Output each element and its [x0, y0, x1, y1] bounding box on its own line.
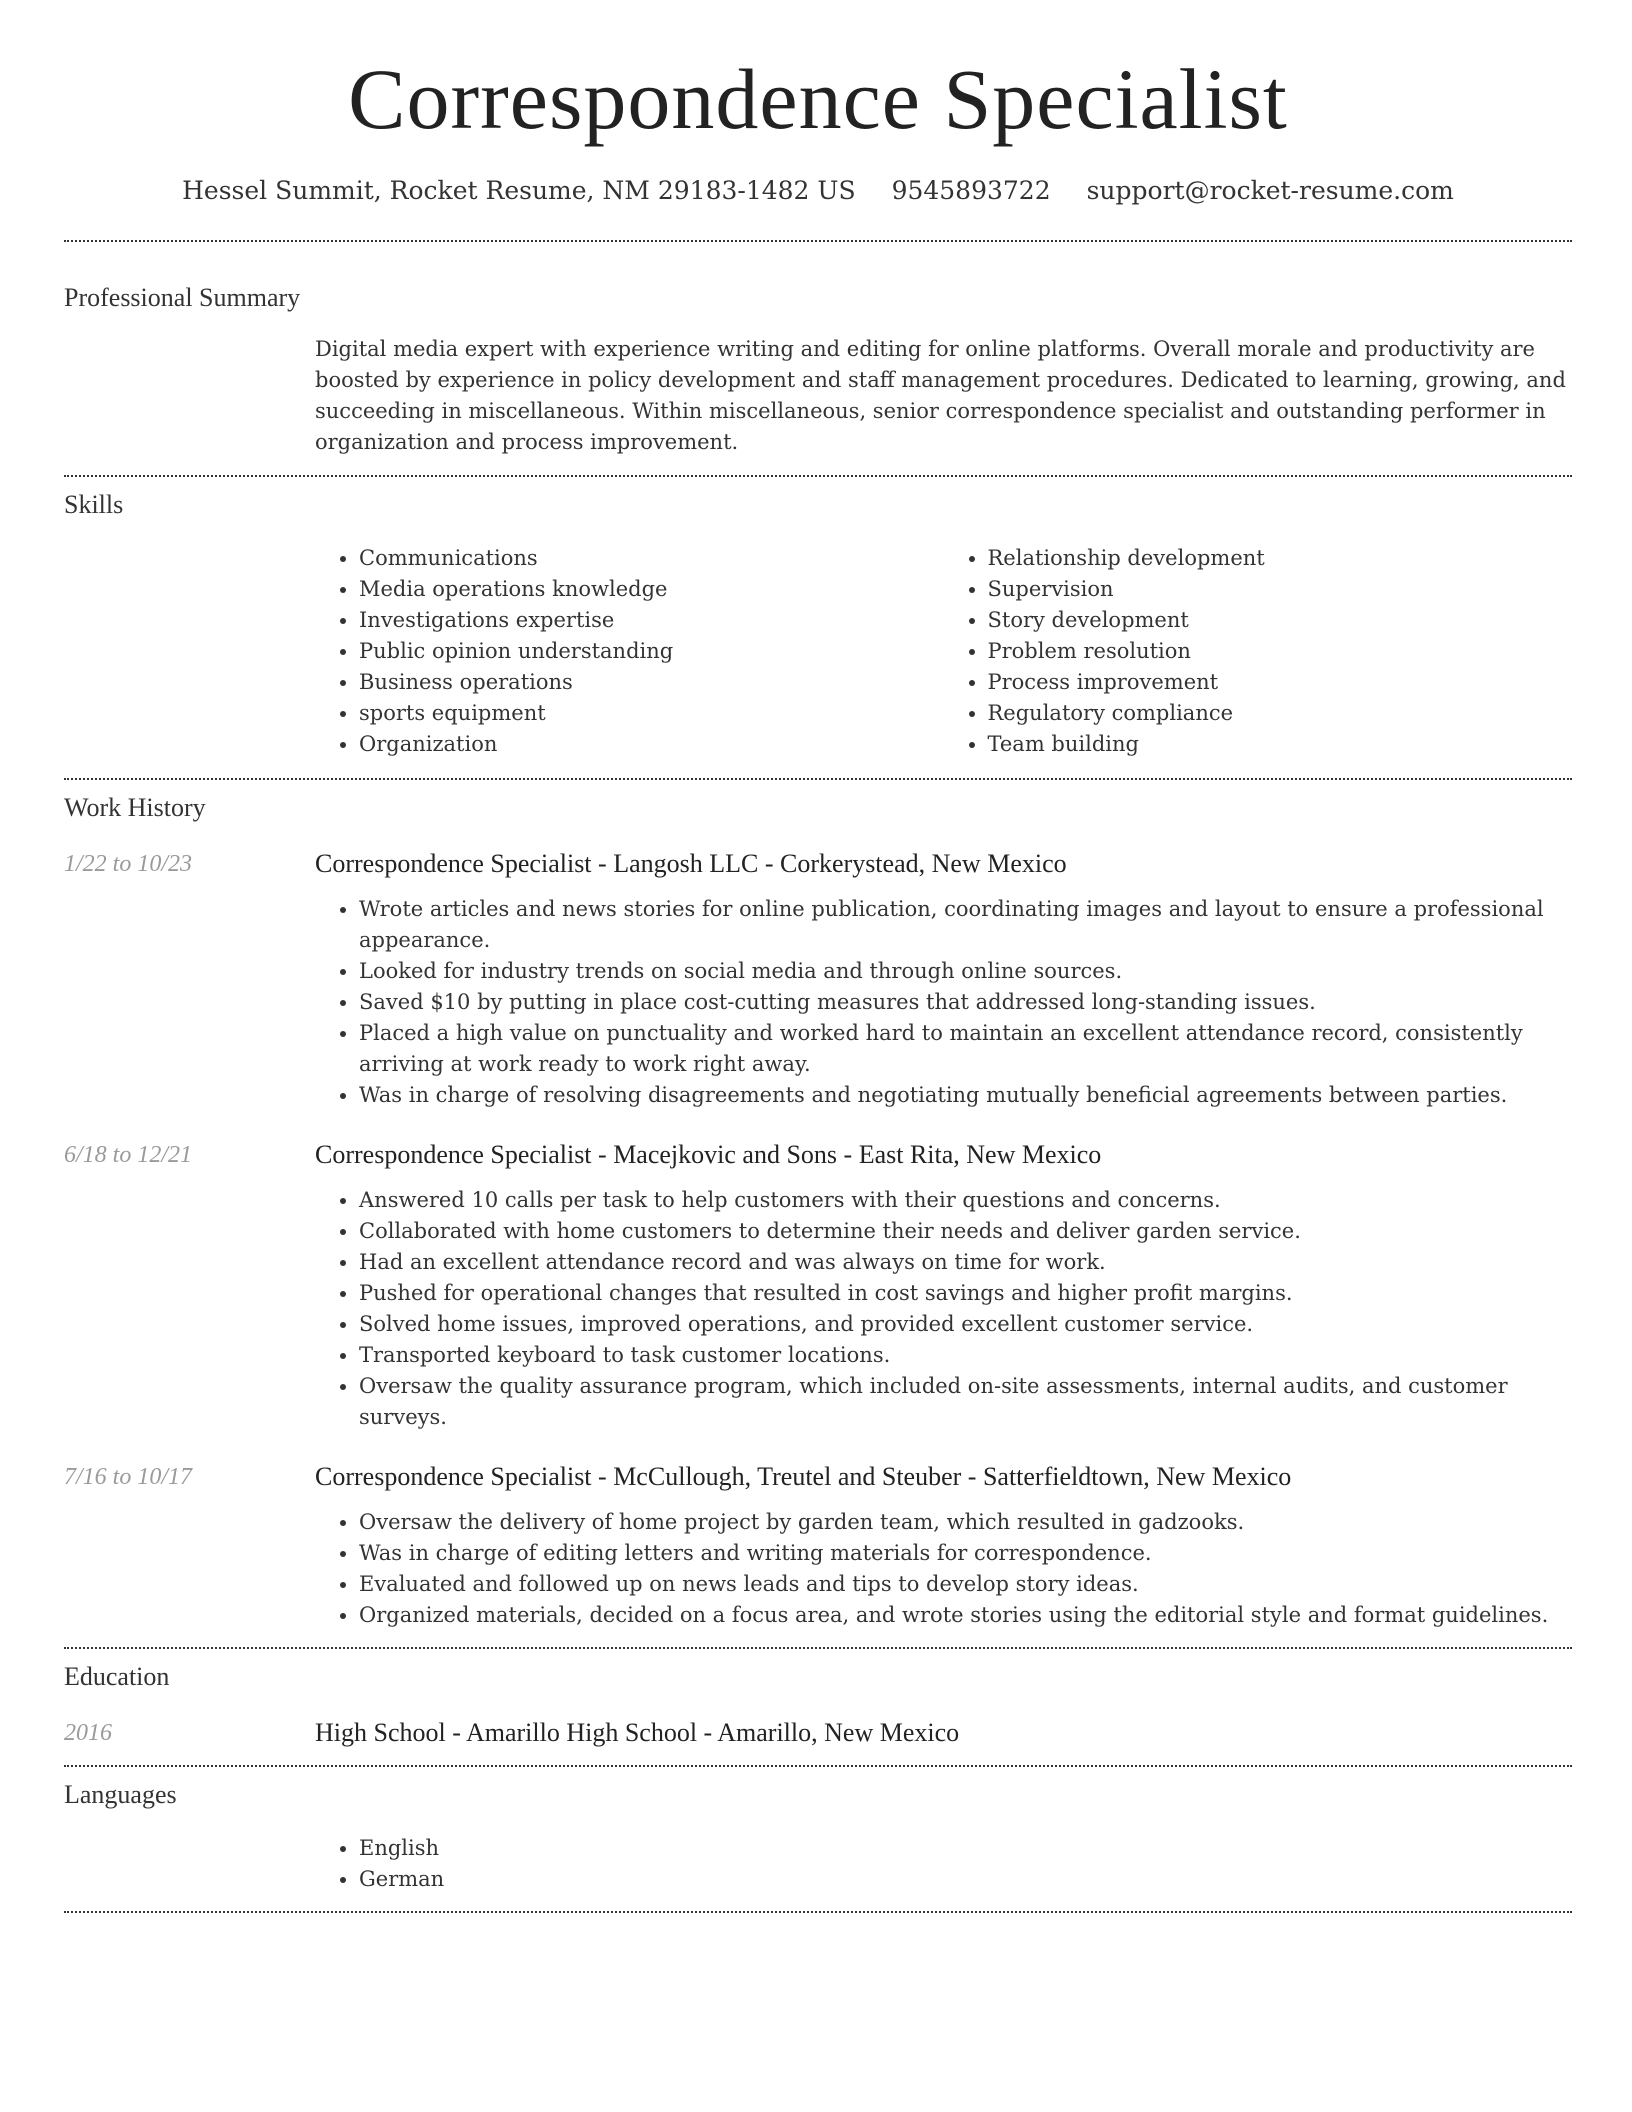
- skill-item: • Organization: [359, 729, 944, 760]
- section-title-education: Education: [64, 1662, 170, 1691]
- skills-list-left: [315, 543, 944, 760]
- language-item: • English: [359, 1833, 1572, 1864]
- job-bullet: • Had an excellent attendance record and was always on time for work.: [359, 1247, 1572, 1278]
- divider: [64, 240, 1572, 242]
- job-heading: Correspondence Specialist - Macejkovic and Sons - East Rita, New Mexico: [315, 1140, 1102, 1169]
- skill-item: • Team building: [988, 729, 1573, 760]
- work-section: [64, 792, 1572, 1631]
- skill-item: • sports equipment: [359, 698, 944, 729]
- skills-list-right: [944, 543, 1573, 760]
- skill-item: • Process improvement: [988, 667, 1573, 698]
- skill-item: • Supervision: [988, 574, 1573, 605]
- job-heading: Correspondence Specialist - Langosh LLC - Corkerystead, New Mexico: [315, 849, 1067, 878]
- contact-line: [64, 176, 1572, 206]
- job-bullet: • Pushed for operational changes that resulted in cost savings and higher profit margins.: [359, 1278, 1572, 1309]
- skill-item: • Business operations: [359, 667, 944, 698]
- skill-item: • Story development: [988, 605, 1573, 636]
- section-title-work: Work History: [64, 793, 206, 822]
- job-bullet: • Solved home issues, improved operations, and provided excellent customer service.: [359, 1309, 1572, 1340]
- skill-item: • Investigations expertise: [359, 605, 944, 636]
- section-title-summary: Professional Summary: [64, 283, 301, 312]
- resume-page: [64, 0, 1572, 1913]
- job-dates: 1/22 to 10/23: [64, 851, 193, 877]
- job-bullet: • Evaluated and followed up on news leads and tips to develop story ideas.: [359, 1569, 1572, 1600]
- job-bullet: • Collaborated with home customers to determine their needs and deliver garden service.: [359, 1216, 1572, 1247]
- job-bullets: [315, 1185, 1572, 1433]
- skill-item: • Communications: [359, 543, 944, 574]
- resume-title: Correspondence Specialist: [348, 51, 1288, 147]
- skill-item: • Media operations knowledge: [359, 574, 944, 605]
- job-bullet: • Answered 10 calls per task to help customers with their questions and concerns.: [359, 1185, 1572, 1216]
- education-heading: High School - Amarillo High School - Amarillo, New Mexico: [315, 1718, 960, 1747]
- job-entry: [64, 848, 1572, 1111]
- education-section: [64, 1661, 1572, 1749]
- skill-item: • Relationship development: [988, 543, 1573, 574]
- job-heading: Correspondence Specialist - McCullough, Treutel and Steuber - Satterfieldtown, New Mexico: [315, 1462, 1292, 1491]
- summary-section: [64, 282, 1572, 458]
- job-entry: [64, 1139, 1572, 1433]
- divider: [64, 475, 1572, 477]
- skill-item: • Public opinion understanding: [359, 636, 944, 667]
- language-item: • German: [359, 1864, 1572, 1895]
- job-bullet: • Was in charge of resolving disagreements and negotiating mutually beneficial agreements between parties.: [359, 1080, 1572, 1111]
- languages-list: [315, 1833, 1572, 1895]
- job-dates: 7/16 to 10/17: [64, 1464, 193, 1490]
- summary-text: Digital media expert with experience writing and editing for online platforms. Overall morale and productivity are boosted by experience in policy development and staff management procedures. Dedicated to learning, growing, and succeeding in miscellaneous. Within miscellaneous, senior correspondence specialist and outstanding performer in organization and process improvement.: [315, 337, 1566, 454]
- divider: [64, 1647, 1572, 1649]
- job-bullets: [315, 1507, 1572, 1631]
- divider: [64, 778, 1572, 780]
- job-bullet: • Organized materials, decided on a focus area, and wrote stories using the editorial style and format guidelines.: [359, 1600, 1572, 1631]
- contact-phone: 9545893722: [891, 176, 1051, 205]
- divider: [64, 1911, 1572, 1913]
- job-bullet: • Looked for industry trends on social media and through online sources.: [359, 956, 1572, 987]
- job-entry: [64, 1461, 1572, 1631]
- job-bullet: • Oversaw the quality assurance program, which included on-site assessments, internal audits, and customer surveys.: [359, 1371, 1572, 1433]
- skill-item: • Problem resolution: [988, 636, 1573, 667]
- skills-grid: [315, 543, 1572, 760]
- job-bullet: • Saved $10 by putting in place cost-cutting measures that addressed long-standing issues.: [359, 987, 1572, 1018]
- job-bullet: • Oversaw the delivery of home project by garden team, which resulted in gadzooks.: [359, 1507, 1572, 1538]
- section-title-skills: Skills: [64, 490, 124, 519]
- contact-email: support@rocket-resume.com: [1086, 176, 1454, 205]
- languages-section: [64, 1779, 1572, 1895]
- contact-address: Hessel Summit, Rocket Resume, NM 29183-1482 US: [182, 176, 856, 205]
- job-bullet: • Transported keyboard to task customer locations.: [359, 1340, 1572, 1371]
- education-year: 2016: [64, 1720, 112, 1746]
- divider: [64, 1765, 1572, 1767]
- job-bullet: • Placed a high value on punctuality and worked hard to maintain an excellent attendance record, consistently arriving at work ready to work right away.: [359, 1018, 1572, 1080]
- skills-section: [64, 489, 1572, 760]
- education-entry: [64, 1717, 1572, 1749]
- job-bullets: [315, 894, 1572, 1111]
- job-dates: 6/18 to 12/21: [64, 1142, 193, 1168]
- section-title-languages: Languages: [64, 1780, 177, 1809]
- skill-item: • Regulatory compliance: [988, 698, 1573, 729]
- job-bullet: • Wrote articles and news stories for online publication, coordinating images and layout to ensure a professional appearance.: [359, 894, 1572, 956]
- job-bullet: • Was in charge of editing letters and writing materials for correspondence.: [359, 1538, 1572, 1569]
